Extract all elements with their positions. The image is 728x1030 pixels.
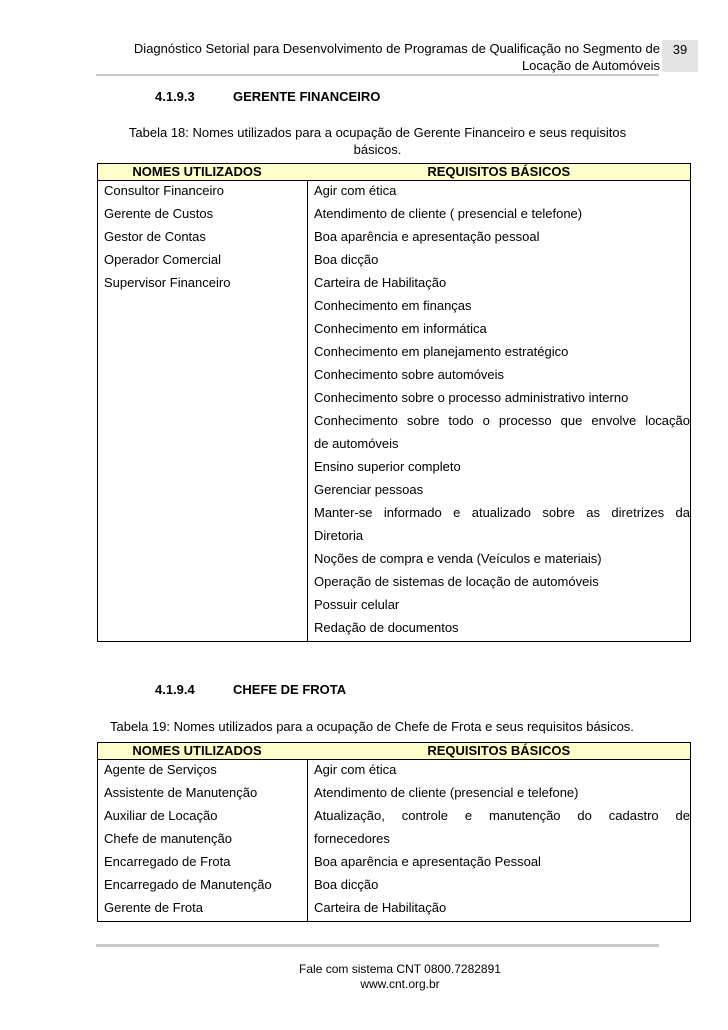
column-header-requirements: REQUISITOS BÁSICOS — [308, 743, 691, 760]
requirement-cell: Atualização, controle e manutenção do cadastro de — [308, 806, 691, 829]
occupation-name-cell: Chefe de manutenção — [98, 829, 308, 852]
requirement-cell: Diretoria — [308, 526, 691, 549]
occupation-name-cell: Gerente de Frota — [98, 898, 308, 922]
table-row — [98, 898, 691, 922]
table-row — [98, 503, 691, 526]
table-row — [98, 618, 691, 642]
requirement-cell: Conhecimento em planejamento estratégico — [308, 342, 691, 365]
table-header-row — [98, 164, 691, 181]
table-row — [98, 434, 691, 457]
occupation-name-cell: Encarregado de Frota — [98, 852, 308, 875]
column-header-names: NOMES UTILIZADOS — [132, 743, 262, 758]
page-footer — [250, 962, 550, 992]
requirement-cell: Gerenciar pessoas — [308, 480, 691, 503]
table-row — [98, 411, 691, 434]
requirements-table — [97, 742, 691, 922]
section-number: 4.1.9.4 — [155, 682, 195, 697]
occupation-name-cell: Consultor Financeiro — [98, 181, 308, 205]
table-row — [98, 388, 691, 411]
occupation-name-cell — [98, 388, 308, 411]
occupation-name-cell: Agente de Serviços — [98, 760, 308, 784]
occupation-name-cell — [98, 411, 308, 434]
requirement-cell: Atendimento de cliente (presencial e telefone) — [308, 783, 691, 806]
table-caption — [96, 124, 659, 158]
requirement-cell: Boa aparência e apresentação pessoal — [308, 227, 691, 250]
table-row — [98, 852, 691, 875]
table-row — [98, 273, 691, 296]
section-title: GERENTE FINANCEIRO — [233, 89, 381, 104]
requirement-cell: Conhecimento em informática — [308, 319, 691, 342]
requirement-cell: Carteira de Habilitação — [308, 898, 691, 922]
requirement-cell: Operação de sistemas de locação de automóveis — [308, 572, 691, 595]
occupation-name-cell: Assistente de Manutenção — [98, 783, 308, 806]
page-number: 39 — [662, 40, 698, 72]
occupation-name-cell — [98, 342, 308, 365]
requirement-cell: Conhecimento em finanças — [308, 296, 691, 319]
occupation-name-cell: Gestor de Contas — [98, 227, 308, 250]
table-row — [98, 875, 691, 898]
section-title: CHEFE DE FROTA — [233, 682, 347, 697]
table-row — [98, 181, 691, 205]
table-row — [98, 760, 691, 784]
occupation-name-cell — [98, 618, 308, 642]
requirement-cell: Conhecimento sobre automóveis — [308, 365, 691, 388]
requirement-cell: Possuir celular — [308, 595, 691, 618]
table-row — [98, 250, 691, 273]
table-row — [98, 296, 691, 319]
occupation-name-cell — [98, 480, 308, 503]
table-row — [98, 480, 691, 503]
requirement-cell: Boa aparência e apresentação Pessoal — [308, 852, 691, 875]
header-divider — [96, 74, 659, 76]
occupation-name-cell: Auxiliar de Locação — [98, 806, 308, 829]
requirement-cell: Manter-se informado e atualizado sobre as diretrizes da — [308, 503, 691, 526]
footer-website: www.cnt.org.br — [360, 977, 440, 991]
occupation-name-cell — [98, 457, 308, 480]
requirement-cell: Boa dicção — [308, 250, 691, 273]
requirement-cell: Ensino superior completo — [308, 457, 691, 480]
table-row — [98, 783, 691, 806]
table-row — [98, 204, 691, 227]
requirement-cell: Agir com ética — [308, 760, 691, 784]
requirement-cell: de automóveis — [308, 434, 691, 457]
requirement-cell: Redação de documentos — [308, 618, 691, 642]
table-row — [98, 549, 691, 572]
table-header-row — [98, 743, 691, 760]
occupation-name-cell — [98, 526, 308, 549]
requirement-cell: Conhecimento sobre todo o processo que envolve locação — [308, 411, 691, 434]
table-row — [98, 806, 691, 829]
table-row — [98, 572, 691, 595]
occupation-name-cell: Gerente de Custos — [98, 204, 308, 227]
section-number: 4.1.9.3 — [155, 89, 195, 104]
table-row — [98, 227, 691, 250]
requirement-cell: Boa dicção — [308, 875, 691, 898]
requirements-table — [97, 163, 691, 642]
caption-line: Tabela 18: Nomes utilizados para a ocupação de Gerente Financeiro e seus requisitos — [128, 125, 627, 140]
header-title-line2: Locação de Automóveis — [521, 58, 660, 73]
occupation-name-cell — [98, 549, 308, 572]
occupation-name-cell — [98, 434, 308, 457]
table-row — [98, 342, 691, 365]
requirement-cell: Carteira de Habilitação — [308, 273, 691, 296]
occupation-name-cell — [98, 503, 308, 526]
occupation-name-cell: Supervisor Financeiro — [98, 273, 308, 296]
requirement-cell: fornecedores — [308, 829, 691, 852]
footer-contact: Fale com sistema CNT 0800.7282891 — [299, 962, 501, 976]
requirement-cell: Agir com ética — [308, 181, 691, 205]
occupation-name-cell: Operador Comercial — [98, 250, 308, 273]
occupation-name-cell — [98, 319, 308, 342]
requirement-cell: Noções de compra e venda (Veículos e materiais) — [308, 549, 691, 572]
table-row — [98, 595, 691, 618]
requirement-cell: Atendimento de cliente ( presencial e telefone) — [308, 204, 691, 227]
occupation-name-cell — [98, 595, 308, 618]
header-title-line1: Diagnóstico Setorial para Desenvolvimento de Programas de Qualificação no Segmento de — [133, 41, 660, 56]
requirement-cell: Conhecimento sobre o processo administrativo interno — [308, 388, 691, 411]
running-header — [110, 40, 660, 74]
occupation-name-cell — [98, 296, 308, 319]
table-row — [98, 829, 691, 852]
column-header-requirements: REQUISITOS BÁSICOS — [308, 164, 691, 181]
table-caption: Tabela 19: Nomes utilizados para a ocupação de Chefe de Frota e seus requisitos básicos. — [110, 719, 634, 734]
table-row — [98, 526, 691, 549]
table-row — [98, 457, 691, 480]
occupation-name-cell — [98, 572, 308, 595]
occupation-name-cell: Encarregado de Manutenção — [98, 875, 308, 898]
table-row — [98, 319, 691, 342]
caption-line: básicos. — [353, 142, 402, 157]
table-row — [98, 365, 691, 388]
occupation-name-cell — [98, 365, 308, 388]
column-header-names: NOMES UTILIZADOS — [132, 164, 262, 179]
footer-divider — [96, 944, 659, 947]
